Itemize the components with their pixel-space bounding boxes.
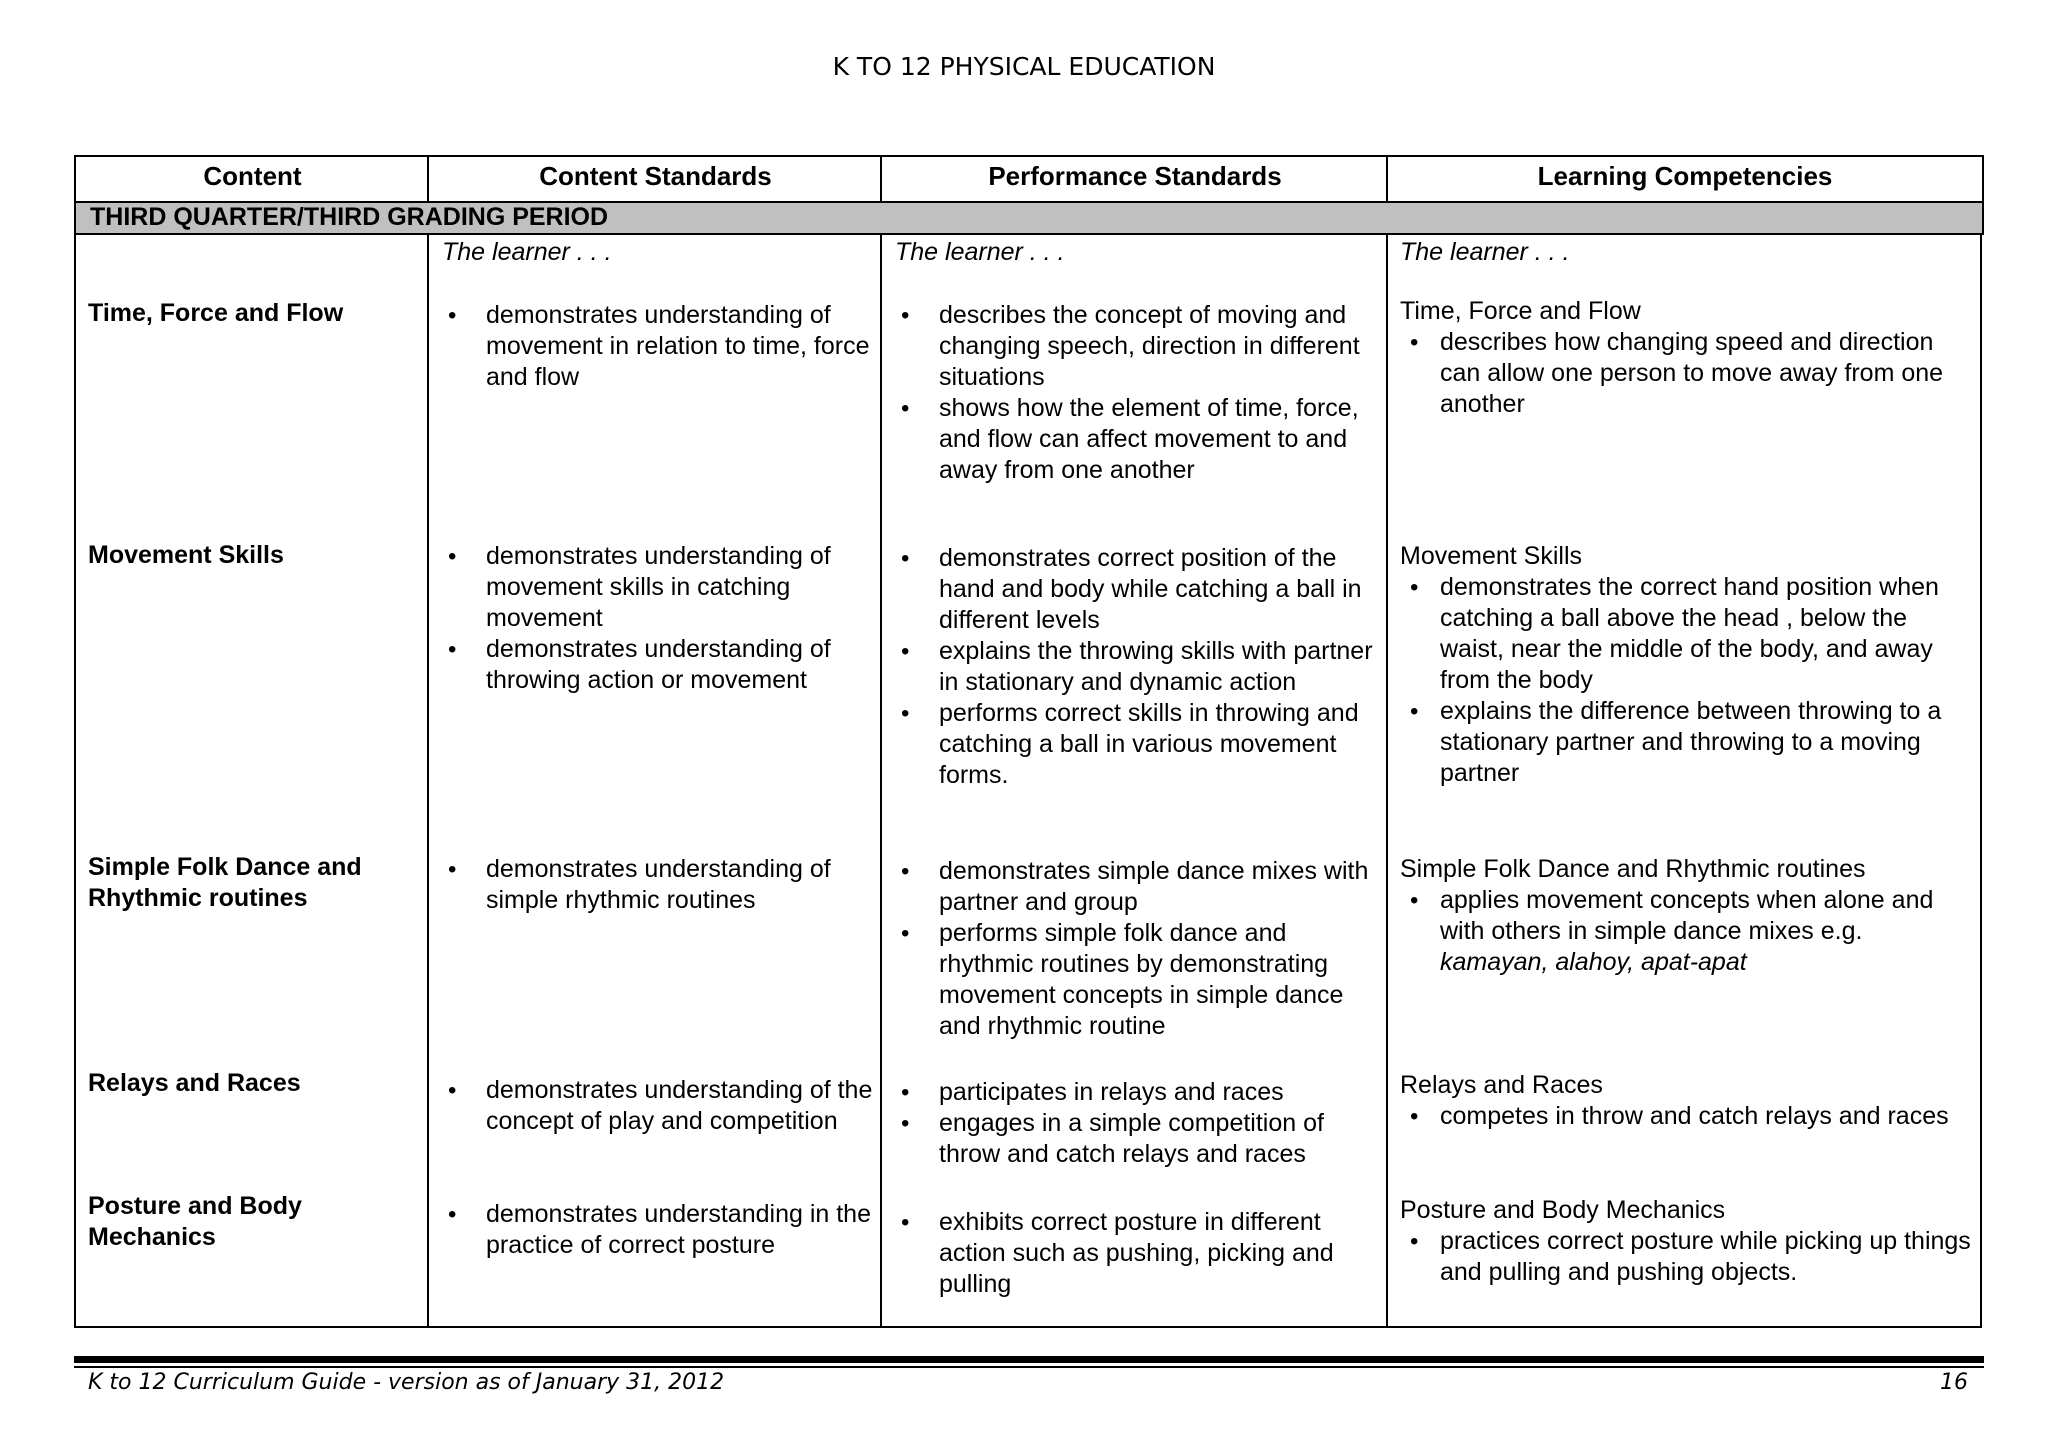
column-divider bbox=[427, 155, 429, 203]
list-item: • exhibits correct posture in different action such as pushing, picking and pulling bbox=[895, 1207, 1381, 1300]
column-divider bbox=[880, 155, 882, 203]
column-header-content: Content bbox=[203, 161, 302, 191]
column-divider bbox=[1386, 235, 1388, 1328]
list-item: • competes in throw and catch relays and races bbox=[1400, 1101, 1975, 1132]
grading-period-bar: THIRD QUARTER/THIRD GRADING PERIOD bbox=[74, 203, 1984, 235]
competencies-list bbox=[1400, 1226, 1975, 1288]
list-item: • explains the difference between throwing to a stationary partner and throwing to a moving partner bbox=[1400, 696, 1975, 789]
content-topic: Time, Force and Flow bbox=[88, 299, 344, 327]
performance-standards-list bbox=[895, 300, 1381, 486]
performance-standards-list bbox=[895, 856, 1381, 1042]
list-item: • describes the concept of moving and changing speech, direction in different situations bbox=[895, 300, 1381, 393]
content-standards-list bbox=[442, 1075, 874, 1137]
competency-text: applies movement concepts when alone and with others in simple dance mixes e.g. bbox=[1440, 886, 1934, 945]
content-standards-list bbox=[442, 541, 874, 696]
list-item: • demonstrates correct position of the hand and body while catching a ball in different levels bbox=[895, 543, 1381, 636]
curriculum-table bbox=[74, 155, 1984, 1328]
footer-divider bbox=[74, 1366, 1984, 1368]
column-header-content-standards: Content Standards bbox=[539, 161, 772, 191]
performance-standards-list bbox=[895, 1207, 1381, 1300]
list-item: • demonstrates the correct hand position when catching a ball above the head , below the waist, near the middle of the body, and away from the body bbox=[1400, 572, 1975, 696]
competencies-list bbox=[1400, 572, 1975, 789]
competencies-list bbox=[1400, 885, 1975, 978]
page-title: K TO 12 PHYSICAL EDUCATION bbox=[832, 52, 1216, 81]
competency-heading: Posture and Body Mechanics bbox=[1400, 1196, 1726, 1224]
list-item: • demonstrates understanding of the concept of play and competition bbox=[442, 1075, 874, 1137]
list-item: • demonstrates simple dance mixes with partner and group bbox=[895, 856, 1381, 918]
footer-divider bbox=[74, 1356, 1984, 1363]
list-item: • demonstrates understanding of movement skills in catching movement bbox=[442, 541, 874, 634]
list-item: • shows how the element of time, force, and flow can affect movement to and away from one another bbox=[895, 393, 1381, 486]
competencies-list bbox=[1400, 327, 1975, 420]
competency-heading: Relays and Races bbox=[1400, 1071, 1603, 1099]
list-item: • demonstrates understanding of simple rhythmic routines bbox=[442, 854, 874, 916]
list-item: • performs simple folk dance and rhythmic routines by demonstrating movement concepts in simple dance and rhythmic routine bbox=[895, 918, 1381, 1042]
column-header-performance-standards: Performance Standards bbox=[988, 161, 1282, 191]
content-standards-list bbox=[442, 1199, 874, 1261]
list-item: • describes how changing speed and direction can allow one person to move away from one another bbox=[1400, 327, 1975, 420]
content-standards-list bbox=[442, 854, 874, 916]
dance-examples: kamayan, alahoy, apat-apat bbox=[1440, 948, 1747, 976]
performance-standards-list bbox=[895, 1077, 1381, 1170]
learner-intro-learning-competencies: The learner . . . bbox=[1400, 238, 1570, 266]
content-standards-list bbox=[442, 300, 874, 393]
list-item: • demonstrates understanding of movement in relation to time, force and flow bbox=[442, 300, 874, 393]
column-divider bbox=[1386, 155, 1388, 203]
list-item: • engages in a simple competition of throw and catch relays and races bbox=[895, 1108, 1381, 1170]
list-item: • participates in relays and races bbox=[895, 1077, 1381, 1108]
footer-guide-version: K to 12 Curriculum Guide - version as of January 31, 2012 bbox=[88, 1370, 725, 1395]
competency-heading: Time, Force and Flow bbox=[1400, 297, 1641, 325]
list-item: • practices correct posture while picking up things and pulling and pushing objects. bbox=[1400, 1226, 1975, 1288]
list-item bbox=[1400, 885, 1975, 978]
list-item: • performs correct skills in throwing and catching a ball in various movement forms. bbox=[895, 698, 1381, 791]
performance-standards-list bbox=[895, 543, 1381, 791]
competency-heading: Movement Skills bbox=[1400, 542, 1582, 570]
learner-intro-content-standards: The learner . . . bbox=[442, 238, 612, 266]
list-item: • demonstrates understanding in the practice of correct posture bbox=[442, 1199, 874, 1261]
content-topic: Posture and Body Mechanics bbox=[88, 1192, 302, 1251]
list-item: • explains the throwing skills with partner in stationary and dynamic action bbox=[895, 636, 1381, 698]
list-item: • demonstrates understanding of throwing action or movement bbox=[442, 634, 874, 696]
column-divider bbox=[880, 235, 882, 1328]
competency-heading: Simple Folk Dance and Rhythmic routines bbox=[1400, 855, 1866, 883]
content-topic: Simple Folk Dance and Rhythmic routines bbox=[88, 853, 362, 912]
content-topic: Relays and Races bbox=[88, 1069, 301, 1097]
competencies-list bbox=[1400, 1101, 1975, 1132]
content-topic: Movement Skills bbox=[88, 541, 284, 569]
column-divider bbox=[427, 235, 429, 1328]
learner-intro-performance-standards: The learner . . . bbox=[895, 238, 1065, 266]
table-header-row bbox=[74, 155, 1984, 203]
column-header-learning-competencies: Learning Competencies bbox=[1537, 161, 1833, 191]
page-number: 16 bbox=[1940, 1370, 1968, 1395]
